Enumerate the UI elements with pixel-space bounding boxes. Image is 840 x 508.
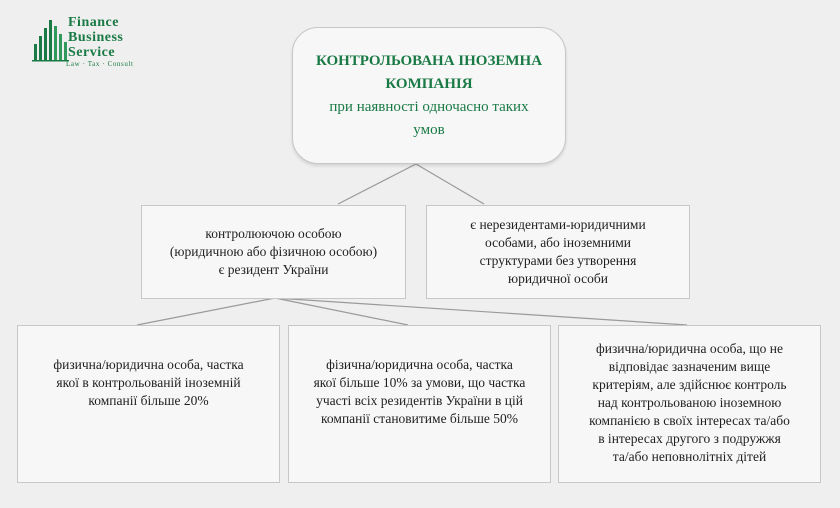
logo-line-service: Service (68, 45, 116, 60)
logo-line-business: Business (68, 30, 124, 45)
connector-top-right (416, 164, 484, 204)
cfc-subtitle-line2: умов (413, 121, 445, 138)
controller-other-line4: над контрольованою іноземною (597, 395, 782, 410)
cfc-subtitle-line1: при наявності одночасно таких (329, 98, 529, 115)
controller-other-line2: відповідає зазначеним вище (608, 359, 771, 374)
condition-controller-line1: контролюючою особою (205, 226, 342, 241)
controller-10-percent-line1: фізична/юридична особа, частка (326, 357, 513, 372)
cfc-title-line2: КОМПАНІЯ (385, 75, 473, 92)
controller-10-percent-line2: якої більше 10% за умови, що частка (313, 375, 526, 390)
condition-controller-line2: (юридичною або фізичною особою) (169, 244, 378, 259)
controller-20-percent-box (17, 325, 280, 483)
controller-20-percent-line2: якої в контрольованій іноземній (56, 375, 241, 390)
condition-controller-box (141, 205, 406, 299)
controller-20-percent-line3: компанії більше 20% (88, 393, 209, 408)
controller-20-percent-line1: физична/юридична особа, частка (53, 357, 244, 372)
controller-10-percent-line3: участі всіх резидентів України в цій (316, 393, 523, 408)
controller-other-line5: компанією в своїх інтересах та/або (589, 413, 790, 428)
connector-top-left (338, 164, 416, 204)
cfc-definition-box (292, 27, 566, 164)
controller-other-line3: критеріям, але здійснює контроль (592, 377, 787, 392)
connector-left-box1 (137, 298, 275, 325)
condition-nonresident-line2: особами, або іноземними (484, 235, 631, 250)
controller-other-line7: та/або неповнолітніх дітей (612, 449, 767, 464)
condition-nonresident-line4: юридичної особи (508, 271, 608, 286)
controller-other-line6: в інтересах другого з подружжя (598, 431, 781, 446)
logo-line-finance: Finance (68, 15, 119, 30)
condition-controller-line3: є резидент України (218, 262, 329, 277)
condition-nonresident-line3: структурами без утворення (479, 253, 637, 268)
condition-nonresident-box (426, 205, 690, 299)
controller-10-percent-box (288, 325, 551, 483)
logo-tagline: Law · Tax · Consult (66, 60, 134, 68)
controller-other-line1: физична/юридична особа, що не (596, 341, 783, 356)
connector-left-box3 (275, 298, 687, 325)
controller-other-criteria-box (558, 325, 821, 483)
condition-nonresident-line1: є нерезидентами-юридичними (470, 217, 646, 232)
controller-10-percent-line4: компанії становитиме більше 50% (321, 411, 518, 426)
cfc-title-line1: КОНТРОЛЬОВАНА ІНОЗЕМНА (315, 52, 543, 69)
